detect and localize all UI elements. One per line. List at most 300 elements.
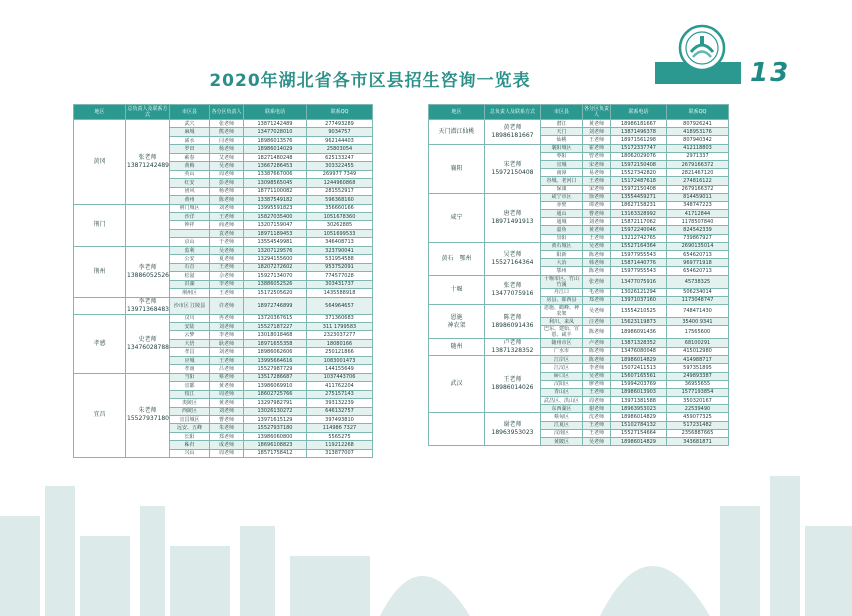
phone-cell: 13297982791 (244, 399, 307, 407)
left-contact-table (73, 104, 373, 458)
phone-cell: 18963953023 (611, 405, 667, 413)
district-cell: 崇阳 (541, 234, 583, 242)
lead-contact-cell: 朱老师 15527937180 (126, 373, 170, 458)
district-cell: 公安 (170, 255, 210, 263)
phone-cell: 15977955543 (611, 267, 667, 275)
phone-cell: 13971037160 (611, 296, 667, 304)
district-cell: 枝江 (170, 390, 210, 398)
officer-cell: 易老师 (583, 169, 611, 177)
district-cell: 汉川 (170, 314, 210, 322)
phone-cell: 13986069910 (244, 382, 307, 390)
officer-cell: 商老师 (210, 221, 244, 229)
qq-cell: 22539490 (667, 405, 729, 413)
region-cell: 随州 (429, 339, 485, 356)
qq-cell: 414988717 (667, 356, 729, 364)
phone-cell: 18986014829 (611, 438, 667, 446)
phone-cell: 15994203769 (611, 380, 667, 388)
page-number: 13 (750, 58, 791, 88)
district-cell: 阳新 (541, 251, 583, 259)
district-cell: 咸宁市区 (541, 193, 583, 201)
qq-cell: 41712844 (667, 210, 729, 218)
header-cell: 地区 (429, 105, 485, 120)
phone-cell: 13871328352 (611, 339, 667, 348)
district-cell: 兴山 (170, 449, 210, 457)
district-cell: 西陵区 (170, 407, 210, 415)
table-row (429, 275, 729, 288)
officer-cell: 王老师 (583, 234, 611, 242)
district-cell: 广水市 (541, 347, 583, 356)
district-cell: 武穴 (170, 120, 210, 128)
region-cell: 孝感 (74, 314, 126, 373)
school-logo-icon (678, 24, 726, 72)
qq-cell: 774577028 (307, 272, 373, 280)
header-cell: 各分区负责人 (584, 106, 610, 118)
lead-contact-cell: 吴老师 15527164364 (485, 242, 541, 275)
district-cell: 恩施、鹤峰、神农架 (541, 304, 583, 317)
officer-cell: 熊老师 (210, 128, 244, 136)
phone-cell: 13026121294 (611, 288, 667, 296)
district-cell: 汉阳区 (541, 380, 583, 388)
lead-contact-cell: 谢老师 18963953023 (485, 413, 541, 446)
officer-cell: 艾老师 (210, 153, 244, 161)
phone-cell: 13554210525 (611, 304, 667, 317)
officer-cell: 陈老师 (210, 196, 244, 204)
phone-cell: 13018018468 (244, 331, 307, 339)
district-cell: 十堰市区、竹山竹溪 (541, 275, 583, 288)
district-cell: 利川、来凤 (541, 317, 583, 325)
phone-cell: 13971381588 (611, 397, 667, 405)
officer-cell: 刘老师 (210, 348, 244, 356)
table-row (74, 297, 373, 314)
table-row (74, 120, 373, 128)
qq-cell: 596368160 (307, 196, 373, 204)
phone-cell: 15623119873 (611, 317, 667, 325)
region-cell: 黄石 鄂州 (429, 242, 485, 275)
phone-cell: 13995664616 (244, 356, 307, 364)
district-cell: 潜江 (541, 120, 583, 128)
district-cell: 宜城 (541, 160, 583, 168)
district-cell: 黄石城区 (541, 242, 583, 250)
qq-cell: 1173048747 (667, 296, 729, 304)
district-cell: 黄陂区 (541, 438, 583, 446)
qq-cell: 962144403 (307, 136, 373, 144)
officer-cell: 王老师 (583, 429, 611, 437)
officer-cell: 陈老师 (583, 326, 611, 339)
phone-cell: 18986013903 (611, 388, 667, 396)
header-cell: 地区 (74, 105, 126, 120)
header-cell: 市区县 (541, 105, 583, 120)
qq-cell: 269977 7349 (307, 170, 373, 178)
district-cell: 钟祥 (170, 221, 210, 229)
officer-cell: 耿老师 (210, 339, 244, 347)
officer-cell: 王老师 (210, 212, 244, 220)
phone-cell: 18971561298 (611, 136, 667, 144)
district-cell: 远安、五峰 (170, 424, 210, 432)
table-row (429, 413, 729, 421)
district-cell: 秭归 (170, 441, 210, 449)
header-cell: 联系QQ (667, 105, 729, 120)
qq-cell: 274816122 (667, 177, 729, 185)
qq-cell: 348747223 (667, 201, 729, 209)
phone-cell: 15527187227 (244, 322, 307, 330)
officer-cell: 汪老师 (583, 317, 611, 325)
qq-cell: 45738325 (667, 275, 729, 288)
phone-cell: 18271480248 (244, 153, 307, 161)
district-cell: 巴东、建始、宣恩、咸丰 (541, 326, 583, 339)
qq-cell: 17565600 (667, 326, 729, 339)
qq-cell: 18080166 (307, 339, 373, 347)
officer-cell: 王老师 (210, 356, 244, 364)
officer-cell: 廖老师 (583, 380, 611, 388)
phone-cell: 13554549981 (244, 238, 307, 246)
qq-cell: 739867927 (667, 234, 729, 242)
officer-cell: 韩老师 (583, 259, 611, 267)
lead-contact-cell: 王老师 18986014026 (485, 356, 541, 413)
phone-cell: 13026130272 (244, 407, 307, 415)
district-cell: 红安 (170, 179, 210, 187)
lead-contact-cell: 张老师 13871242489 (126, 120, 170, 205)
city-skyline-watermark (0, 446, 852, 616)
region-cell (429, 413, 485, 446)
phone-cell: 18971655358 (244, 339, 307, 347)
district-cell: 英山 (170, 170, 210, 178)
qq-cell: 343681871 (667, 438, 729, 446)
officer-cell: 谢老师 (583, 405, 611, 413)
officer-cell: 周老师 (583, 397, 611, 405)
phone-cell: 18986091436 (611, 326, 667, 339)
qq-cell: 250121866 (307, 348, 373, 356)
qq-cell: 807926241 (667, 120, 729, 128)
district-cell (170, 229, 210, 237)
district-cell: 东西湖区 (541, 405, 583, 413)
phone-cell: 18986062606 (244, 348, 307, 356)
qq-cell: 36955655 (667, 380, 729, 388)
region-cell: 咸宁 (429, 193, 485, 242)
district-cell: 房县、郧西县 (541, 296, 583, 304)
district-cell: 石首 (170, 263, 210, 271)
qq-cell: 397493810 (307, 415, 373, 423)
officer-cell: 吴老师 (583, 304, 611, 317)
qq-cell: 371360683 (307, 314, 373, 322)
qq-cell: 969771918 (667, 259, 729, 267)
district-cell: 黄梅 (170, 162, 210, 170)
officer-cell: 吴老师 (583, 242, 611, 250)
phone-cell: 15527937180 (244, 424, 307, 432)
phone-cell: 15172337747 (611, 144, 667, 152)
district-cell: 洪湖 (170, 280, 210, 288)
header-cell: 总负责人及联系方式 (127, 106, 168, 118)
district-cell: 谷城、老河口 (541, 177, 583, 185)
qq-cell: 646132757 (307, 407, 373, 415)
officer-cell: 谭老师 (583, 201, 611, 209)
left-header-row (74, 105, 373, 120)
table-row (429, 339, 729, 348)
phone-cell: 15972150408 (611, 185, 667, 193)
qq-cell: 597351895 (667, 364, 729, 372)
officer-cell: 王老师 (583, 421, 611, 429)
qq-cell: 814459011 (667, 193, 729, 201)
qq-cell: 412118803 (667, 144, 729, 152)
phone-cell: 13477075916 (611, 275, 667, 288)
district-cell: 青山区 (541, 388, 583, 396)
qq-cell: 35400 9341 (667, 317, 729, 325)
lead-contact-cell: 唐老师 18971491913 (485, 193, 541, 242)
qq-cell: 30262885 (307, 221, 373, 229)
phone-cell: 18771100082 (244, 187, 307, 195)
officer-cell: 卢老师 (583, 339, 611, 348)
officer-cell: 冉老师 (210, 314, 244, 322)
qq-cell: 311 1799583 (307, 322, 373, 330)
right-header-row (429, 105, 729, 120)
district-cell: 团风 (170, 187, 210, 195)
table-row (74, 314, 373, 322)
district-cell: 鄂州 (541, 267, 583, 275)
right-contact-table (428, 104, 729, 446)
qq-cell: 1435588918 (307, 289, 373, 297)
district-cell: 丹江口 (541, 288, 583, 296)
officer-cell: 黄老师 (583, 226, 611, 234)
qq-cell: 625133247 (307, 153, 373, 161)
officer-cell: 周老师 (210, 170, 244, 178)
officer-cell: 徐老师 (583, 193, 611, 201)
district-cell: 黄州 (170, 196, 210, 204)
region-cell: 襄阳 (429, 144, 485, 193)
officer-cell: 李老师 (583, 364, 611, 372)
phone-cell: 13294155600 (244, 255, 307, 263)
officer-cell: 沈老师 (583, 413, 611, 421)
lead-contact-cell: 陈老师 18986091436 (485, 304, 541, 338)
table-row (429, 120, 729, 128)
region-cell: 武汉 (429, 356, 485, 413)
phone-cell: 13667286453 (244, 162, 307, 170)
qq-cell: 9034757 (307, 128, 373, 136)
officer-cell: 黄老师 (583, 120, 611, 128)
phone-cell: 18986013576 (244, 136, 307, 144)
officer-cell: 吕老师 (210, 365, 244, 373)
district-cell: 保康 (541, 185, 583, 193)
table-row (429, 193, 729, 201)
header-cell: 各分区负责人 (210, 105, 244, 120)
region-cell: 荆门 (74, 204, 126, 246)
qq-cell: 393132239 (307, 399, 373, 407)
phone-cell: 15527164364 (611, 242, 667, 250)
qq-cell: 356660166 (307, 204, 373, 212)
district-cell: 安陆 (170, 322, 210, 330)
officer-cell: 宋老师 (583, 160, 611, 168)
qq-cell: 1178507840 (667, 218, 729, 226)
qq-cell: 350320167 (667, 397, 729, 405)
phone-cell: 15977955543 (611, 251, 667, 259)
district-cell: 赤壁 (541, 201, 583, 209)
district-cell: 孝昌 (170, 348, 210, 356)
phone-cell: 18207272602 (244, 263, 307, 271)
phone-cell: 18571758412 (244, 449, 307, 457)
officer-cell: 于老师 (210, 238, 244, 246)
phone-cell: 18972746899 (244, 297, 307, 314)
qq-cell: 824542339 (667, 226, 729, 234)
phone-cell: 15102784132 (611, 421, 667, 429)
qq-cell: 313877007 (307, 449, 373, 457)
qq-cell: 459077325 (667, 413, 729, 421)
qq-cell: 2679166372 (667, 185, 729, 193)
phone-cell: 13995591823 (244, 204, 307, 212)
phone-cell: 13387549182 (244, 196, 307, 204)
district-cell: 当阳 (170, 373, 210, 381)
qq-cell: 1083001473 (307, 356, 373, 364)
district-cell: 蕲春 (170, 153, 210, 161)
header-cell: 联系电话 (244, 105, 307, 120)
district-cell: 通山 (541, 210, 583, 218)
header-cell: 市区县 (170, 105, 210, 120)
table-row (74, 204, 373, 212)
phone-cell: 15527342820 (611, 169, 667, 177)
officer-cell: 李老师 (210, 331, 244, 339)
qq-cell: 303431737 (307, 280, 373, 288)
district-cell: 江岸区 (541, 356, 583, 364)
officer-cell: 蔡老师 (210, 373, 244, 381)
district-cell: 松滋 (170, 272, 210, 280)
phone-cell: 15527987729 (244, 365, 307, 373)
district-cell: 监利 (170, 246, 210, 254)
phone-cell: 13477028010 (244, 128, 307, 136)
qq-cell: 114986 7327 (307, 424, 373, 432)
qq-cell: 1051699533 (307, 229, 373, 237)
district-cell: 荆州区 (170, 289, 210, 297)
qq-cell: 748471430 (667, 304, 729, 317)
officer-cell: 曹老师 (210, 415, 244, 423)
district-cell: 随州市区 (541, 339, 583, 348)
district-cell: 京山 (170, 238, 210, 246)
phone-cell: 13098565045 (244, 179, 307, 187)
district-cell: 嘉鱼 (541, 226, 583, 234)
lead-contact-cell: 黄老师 18986181667 (485, 120, 541, 145)
district-cell: 蔡甸区 (541, 413, 583, 421)
officer-cell: 吴老师 (583, 438, 611, 446)
qq-cell: 5565275 (307, 432, 373, 440)
district-cell: 沙市区 江陵县 (170, 297, 210, 314)
right-table-body (429, 120, 729, 446)
phone-cell: 13207129576 (244, 246, 307, 254)
district-cell: 宜昌城区 (170, 415, 210, 423)
table-row (74, 246, 373, 254)
officer-cell: 刘老师 (583, 218, 611, 226)
region-cell: 荆州 (74, 246, 126, 297)
officer-cell: 曾老师 (583, 152, 611, 160)
phone-cell: 13720367615 (244, 314, 307, 322)
qq-cell: 531954588 (307, 255, 373, 263)
district-cell: 沙洋 (170, 212, 210, 220)
qq-cell: 2356887665 (667, 429, 729, 437)
officer-cell: 刘老师 (210, 204, 244, 212)
phone-cell: 18062029076 (611, 152, 667, 160)
officer-cell: 郑老师 (210, 432, 244, 440)
district-cell: 江汉区 (541, 364, 583, 372)
phone-cell: 18602725766 (244, 390, 307, 398)
phone-cell: 15972150408 (611, 160, 667, 168)
qq-cell: 2690135014 (667, 242, 729, 250)
lead-contact-cell: 李老师 13886052526 (126, 246, 170, 297)
left-table-body (74, 120, 373, 458)
document-title: 2020年湖北省各市区县招生咨询一览表 (209, 71, 531, 91)
qq-cell: 1037443706 (307, 373, 373, 381)
qq-cell: 953752091 (307, 263, 373, 271)
qq-cell: 1244960868 (307, 179, 373, 187)
region-cell: 天门潜江仙桃 (429, 120, 485, 145)
region-cell: 宜昌 (74, 373, 126, 458)
officer-cell: 刘老师 (583, 128, 611, 136)
district-cell: 孝南 (170, 365, 210, 373)
lead-contact-cell: 李老师 13971368483 (127, 297, 169, 313)
qq-cell: 303322455 (307, 162, 373, 170)
officer-cell: 陈老师 (583, 267, 611, 275)
qq-cell: 506234014 (667, 288, 729, 296)
officer-cell: 王老师 (210, 289, 244, 297)
header-cell: 联系QQ (307, 105, 373, 120)
phone-cell: 13554459271 (611, 193, 667, 201)
officer-cell: 张老师 (583, 275, 611, 288)
phone-cell: 13871496378 (611, 128, 667, 136)
lead-contact-cell (126, 204, 170, 246)
district-cell: 武昌区、洪山区 (541, 397, 583, 405)
officer-cell: 李老师 (210, 280, 244, 288)
officer-cell: 王老师 (583, 388, 611, 396)
qq-cell: 2323037277 (307, 331, 373, 339)
officer-cell: 刘老师 (210, 407, 244, 415)
region-cell (74, 297, 126, 314)
officer-cell: 张老师 (210, 120, 244, 128)
phone-cell: 18986014029 (244, 145, 307, 153)
officer-cell: 杨老师 (210, 187, 244, 195)
phone-cell: 15527154664 (611, 429, 667, 437)
officer-cell: 袁老师 (210, 229, 244, 237)
phone-cell: 13871242489 (244, 120, 307, 128)
qq-cell: 25803054 (307, 145, 373, 153)
header-cell: 联系电话 (611, 105, 667, 120)
officer-cell: 王老师 (210, 263, 244, 271)
district-cell: 通城 (541, 218, 583, 226)
district-cell: 浠水 (170, 136, 210, 144)
lead-contact-cell: 宋老师 15972150408 (485, 144, 541, 193)
qq-cell: 418953176 (667, 128, 729, 136)
phone-cell: 13207159047 (244, 221, 307, 229)
officer-cell: 周老师 (210, 449, 244, 457)
phone-cell: 15972240046 (611, 226, 667, 234)
officer-cell: 朱老师 (210, 424, 244, 432)
district-cell: 大冶 (541, 259, 583, 267)
qq-cell: 807940342 (667, 136, 729, 144)
phone-cell: 13387667006 (244, 170, 307, 178)
officer-cell: 陈老师 (583, 356, 611, 364)
table-row (429, 356, 729, 364)
officer-cell: 黄老师 (210, 382, 244, 390)
table-row (429, 144, 729, 152)
phone-cell: 18627158231 (611, 201, 667, 209)
lead-contact-cell: 史老师 13476028788 (126, 314, 170, 373)
officer-cell: 佘老师 (210, 272, 244, 280)
table-row (429, 242, 729, 250)
qq-cell: 654620713 (667, 251, 729, 259)
qq-cell: 144155649 (307, 365, 373, 373)
district-cell: 宜都 (170, 382, 210, 390)
qq-cell: 323790041 (307, 246, 373, 254)
officer-cell: 吴老师 (210, 162, 244, 170)
officer-cell: 王老师 (583, 177, 611, 185)
phone-cell: 13163328992 (611, 210, 667, 218)
qq-cell: 281552917 (307, 187, 373, 195)
phone-cell: 15172505620 (244, 289, 307, 297)
district-cell: 硚口区 (541, 372, 583, 380)
officer-cell: 霍老师 (583, 144, 611, 152)
